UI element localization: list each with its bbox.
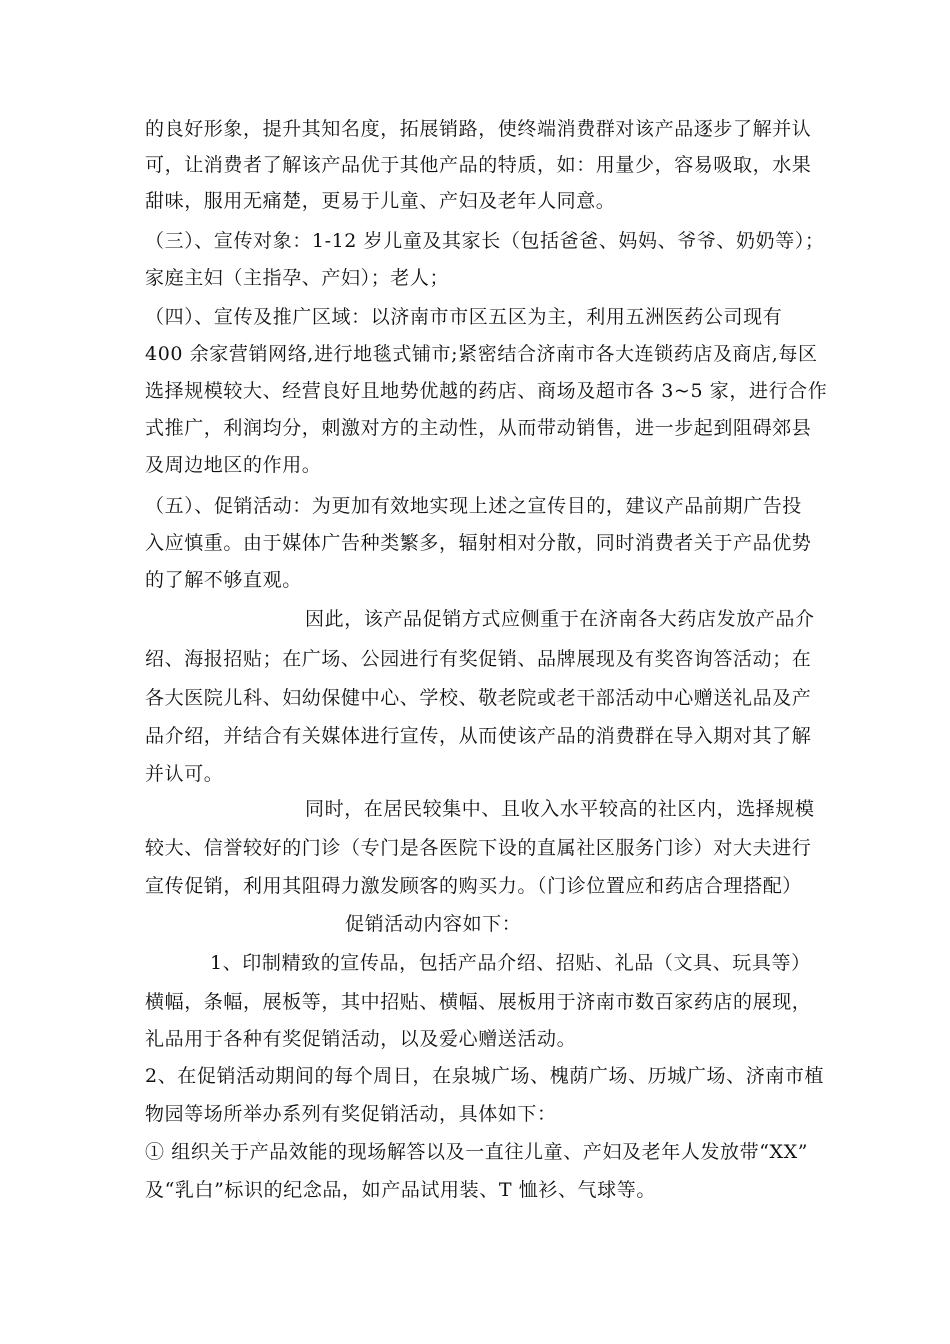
- text-line: 的良好形象，提升其知名度，拓展销路，使终端消费群对该产品逐步了解并认: [145, 118, 812, 140]
- text-line: 同时，在居民较集中、且收入水平较高的社区内，选择规模: [305, 798, 815, 820]
- text-line: 各大医院儿科、妇幼保健中心、学校、敬老院或老干部活动中心赠送礼品及产: [145, 687, 812, 709]
- text-line: ① 组织关于产品效能的现场解答以及一直往儿童、产妇及老年人发放带“XX”: [145, 1141, 809, 1163]
- text-line: 选择规模较大、经营良好且地势优越的药店、商场及超市各 3~5 家，进行合作: [145, 380, 828, 402]
- text-line: 品介绍，并结合有关媒体进行宣传，从而使该产品的消费群在导入期对其了解: [145, 725, 812, 747]
- text-line: 的了解不够直观。: [145, 569, 302, 591]
- text-line: 式推广，利润均分，刺激对方的主动性，从而带动销售，进一步起到阻碍郊县: [145, 417, 812, 439]
- text-line: 并认可。: [145, 763, 224, 785]
- text-line: 家庭主妇（主指孕、产妇）；老人；: [145, 267, 450, 289]
- text-line: 可，让消费者了解该产品优于其他产品的特质，如：用量少，容易吸取，水果: [145, 154, 812, 176]
- text-line: （五）、促销活动：为更加有效地实现上述之宣传目的，建议产品前期广告投: [145, 495, 802, 517]
- text-line: 物园等场所举办系列有奖促销活动，具体如下：: [145, 1103, 557, 1125]
- text-line: 甜味，服用无痛楚，更易于儿童、产妇及老年人同意。: [145, 190, 616, 212]
- text-line: 因此，该产品促销方式应侧重于在济南各大药店发放产品介: [305, 608, 815, 630]
- text-line: （四）、宣传及推广区域：以济南市市区五区为主，利用五洲医药公司现有: [145, 306, 783, 328]
- text-line: 入应慎重。由于媒体广告种类繁多，辐射相对分散，同时消费者关于产品优势: [145, 532, 812, 554]
- text-line: 绍、海报招贴；在广场、公园进行有奖促销、品牌展现及有奖咨询答活动；在: [145, 648, 812, 670]
- text-line: 横幅，条幅，展板等，其中招贴、横幅、展板用于济南市数百家药店的展现，: [145, 991, 812, 1013]
- text-line: 400 余家营销网络,进行地毯式铺市;紧密结合济南市各大连锁药店及商店,每区: [145, 343, 818, 365]
- text-line: 礼品用于各种有奖促销活动，以及爱心赠送活动。: [145, 1028, 577, 1050]
- text-line: 促销活动内容如下：: [345, 913, 522, 935]
- text-line: 1、印制精致的宣传品，包括产品介绍、招贴、礼品（文具、玩具等）: [210, 952, 811, 974]
- text-line: 及“乳白”标识的纪念品，如产品试用装、T 恤衫、气球等。: [145, 1179, 656, 1201]
- text-line: 较大、信誉较好的门诊（专门是各医院下设的直属社区服务门诊）对大夫进行: [145, 837, 812, 859]
- text-line: 宣传促销，利用其阻碍力激发顾客的购买力。（门诊位置应和药店合理搭配）: [145, 875, 802, 897]
- text-line: 2、在促销活动期间的每个周日，在泉城广场、槐荫广场、历城广场、济南市植: [145, 1065, 825, 1087]
- text-line: 及周边地区的作用。: [145, 454, 322, 476]
- text-line: （三）、宣传对象：1-12 岁儿童及其家长（包括爸爸、妈妈、爷爷、奶奶等）；: [145, 230, 825, 252]
